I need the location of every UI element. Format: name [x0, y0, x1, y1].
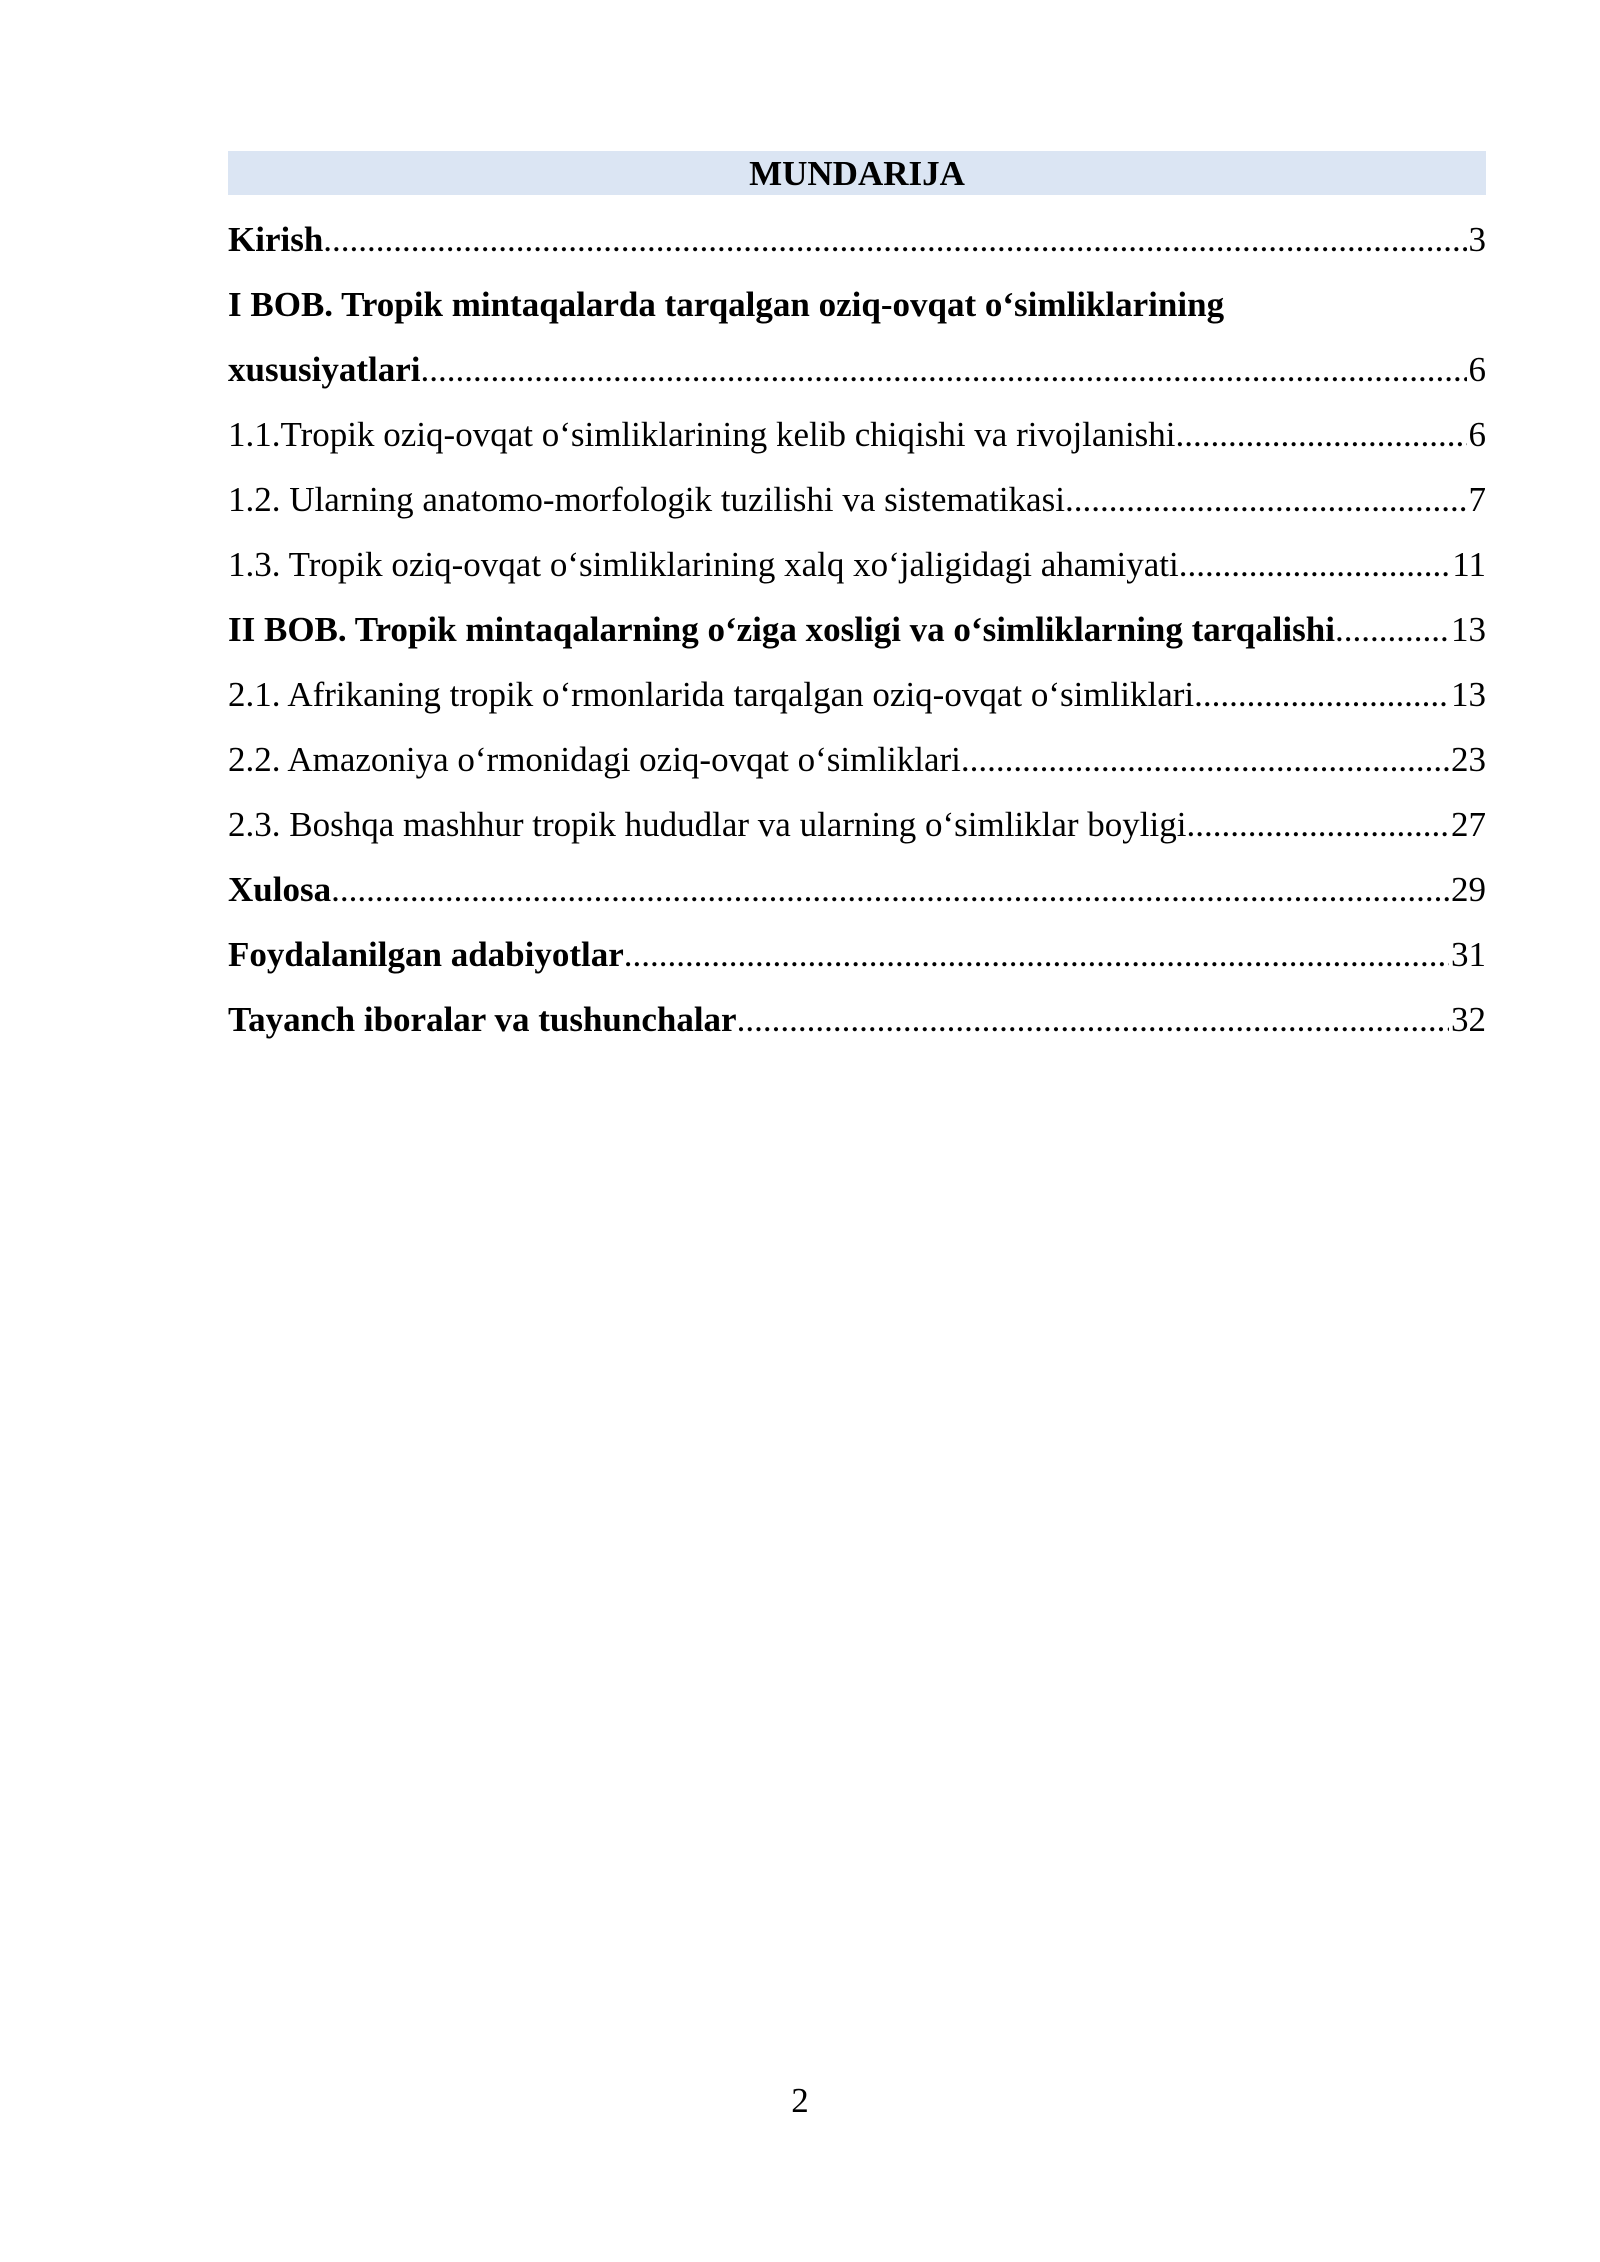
page-number: 2	[791, 2081, 809, 2120]
toc-entry-chapter-1-line-1[interactable]	[228, 272, 1486, 337]
toc-leader-dots	[331, 857, 1449, 922]
toc-leader-dots	[737, 987, 1449, 1052]
toc-entry-text: II BOB. Tropik mintaqalarning o‘ziga xosligi va o‘simliklarning tarqalishi	[228, 610, 1335, 649]
toc-leader-dots	[1194, 662, 1449, 727]
toc-entry-text-continuation: xususiyatlari	[228, 350, 421, 389]
toc-entry-page: 11	[1452, 545, 1486, 584]
toc-entry-page: 3	[1468, 220, 1486, 259]
toc-entry-page: 13	[1451, 675, 1486, 714]
toc-entry-section-1-1[interactable]	[228, 402, 1486, 467]
toc-entry-text: 1.1.Tropik oziq-ovqat o‘simliklarining kelib chiqishi va rivojlanishi	[228, 415, 1176, 454]
toc-entry-text: Tayanch iboralar va tushunchalar	[228, 1000, 737, 1039]
toc-entry-references[interactable]	[228, 922, 1486, 987]
toc-entry-text: Kirish	[228, 220, 324, 259]
toc-entry-text: 1.3. Tropik oziq-ovqat o‘simliklarining xalq xo‘jaligidagi ahamiyati	[228, 545, 1179, 584]
toc-entry-text: Xulosa	[228, 870, 332, 909]
toc-entry-section-2-2[interactable]	[228, 727, 1486, 792]
toc-leader-dots	[1176, 402, 1467, 467]
toc-entry-page: 7	[1468, 480, 1486, 519]
toc-entry-page: 6	[1468, 415, 1486, 454]
toc-entry-text: Foydalanilgan adabiyotlar	[228, 935, 624, 974]
toc-entry-page: 6	[1468, 350, 1486, 389]
toc-entry-section-2-1[interactable]	[228, 662, 1486, 727]
toc-entry-text: 1.2. Ularning anatomo-morfologik tuzilishi va sistematikasi	[228, 480, 1065, 519]
toc-entry-chapter-2[interactable]	[228, 597, 1486, 662]
toc-leader-dots	[1065, 467, 1467, 532]
toc-entry-section-1-3[interactable]	[228, 532, 1486, 597]
toc-leader-dots	[1179, 532, 1451, 597]
toc-entry-kirish[interactable]	[228, 207, 1486, 272]
toc-leader-dots	[1186, 792, 1449, 857]
toc-leader-dots	[323, 207, 1466, 272]
toc-entry-page: 13	[1451, 610, 1486, 649]
toc-leader-dots	[961, 727, 1449, 792]
toc-leader-dots	[1335, 597, 1449, 662]
toc-entry-page: 31	[1451, 935, 1486, 974]
toc-title: MUNDARIJA	[228, 151, 1486, 195]
toc-entry-page: 27	[1451, 805, 1486, 844]
toc-entry-section-2-3[interactable]	[228, 792, 1486, 857]
toc-leader-dots	[624, 922, 1449, 987]
toc-entry-text: 2.1. Afrikaning tropik o‘rmonlarida tarqalgan oziq-ovqat o‘simliklari	[228, 675, 1195, 714]
toc-entry-text: I BOB. Tropik mintaqalarda tarqalgan oziq-ovqat o‘simliklarining	[228, 285, 1225, 324]
table-of-contents	[228, 207, 1486, 1052]
toc-entry-xulosa[interactable]	[228, 857, 1486, 922]
toc-leader-dots	[421, 337, 1467, 402]
toc-entry-page: 23	[1451, 740, 1486, 779]
toc-entry-section-1-2[interactable]	[228, 467, 1486, 532]
toc-entry-glossary[interactable]	[228, 987, 1486, 1052]
toc-entry-text: 2.3. Boshqa mashhur tropik hududlar va ularning o‘simliklar boyligi	[228, 805, 1187, 844]
toc-entry-page: 29	[1451, 870, 1486, 909]
toc-entry-page: 32	[1451, 1000, 1486, 1039]
toc-entry-chapter-1-line-2[interactable]	[228, 337, 1486, 402]
toc-entry-text: 2.2. Amazoniya o‘rmonidagi oziq-ovqat o‘simliklari	[228, 740, 961, 779]
